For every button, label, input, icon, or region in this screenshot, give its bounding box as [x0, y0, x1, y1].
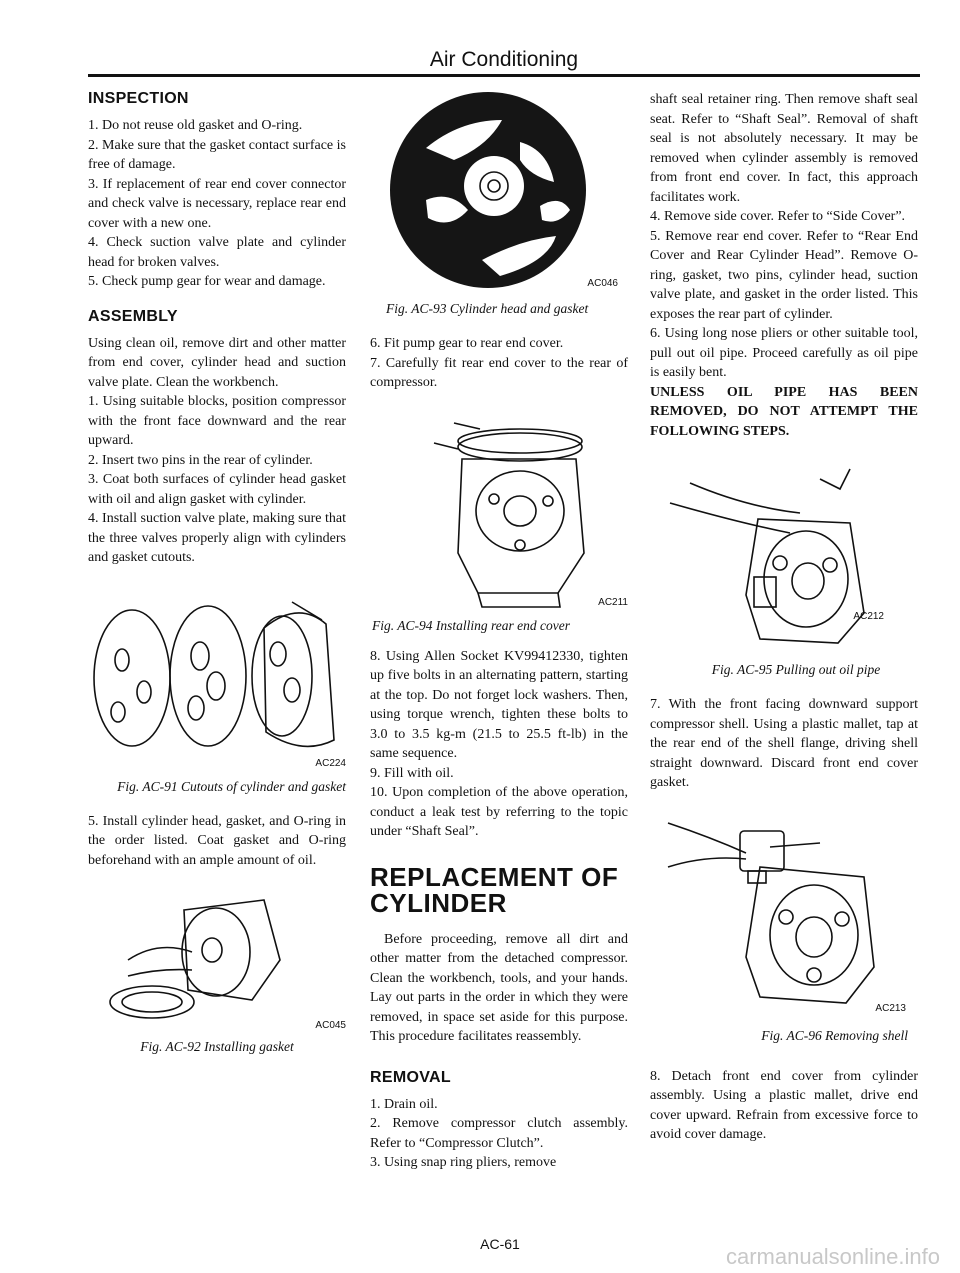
- page-header: Air Conditioning: [429, 48, 579, 71]
- assembly-step: 6. Fit pump gear to rear end cover.: [370, 336, 564, 351]
- replacement-heading: REPLACEMENT OF CYLINDER: [370, 861, 619, 918]
- figure-caption: Fig. AC-91 Cutouts of cylinder and gasket: [117, 778, 346, 794]
- assembly-intro: Using clean oil, remove dirt and other matter from end cover, cylinder head and suction valve plate. Clean the workbench.: [88, 335, 346, 390]
- figure-caption: Fig. AC-94 Installing rear end cover: [372, 617, 570, 633]
- removal-item: 5. Remove rear end cover. Refer to “Rear End Cover and Rear Cylinder Head”. Remove O-ring, gasket, two pins, cylinder head, suction valve plate, and gasket in the order listed. This exposes the rear part of cylinder.: [650, 228, 918, 322]
- assembly-heading: ASSEMBLY: [88, 307, 178, 325]
- removal-step-7: 7. With the front facing downward support compressor shell. Using a plastic mallet, tap at the rear end of the shell flange, driving shell straight downward. Discard front end cover gasket.: [650, 697, 918, 790]
- figure-ac-91: [88, 580, 346, 776]
- figure-ac-96: [650, 807, 918, 1025]
- removal-item: 3. Using snap ring pliers, remove: [370, 1155, 557, 1170]
- figure-code: AC212: [853, 611, 884, 622]
- assembly-step: 7. Carefully fit rear end cover to the rear of compressor.: [370, 355, 628, 390]
- figure-code: AC213: [875, 1002, 906, 1014]
- assembly-step: 9. Fill with oil.: [370, 765, 454, 781]
- figure-ac-93: [370, 90, 628, 298]
- inspection-item: 3. If replacement of rear end cover connector and check valve is necessary, replace rear end cover with a new one.: [88, 176, 346, 231]
- assembly-item: 1. Using suitable blocks, position compressor with the front face downward and the rear upward.: [88, 394, 346, 448]
- page-number: AC-61: [480, 1236, 520, 1252]
- inspection-item: 5. Check pump gear for wear and damage.: [88, 274, 326, 289]
- inspection-item: 1. Do not reuse old gasket and O-ring.: [88, 118, 303, 133]
- removing-shell-illustration: [650, 807, 918, 1015]
- figure-ac-95: [650, 463, 918, 659]
- assembly-step: 8. Using Allen Socket KV99412330, tighten up five bolts in an alternating pattern, starting at the top. Do not forget lock washers. Then, using torque wrench, tighten these bolts to 3.0 to 3.5 kg-m (21.5 to 25.5 ft-lb) in the same sequence.: [370, 648, 628, 761]
- figure-code: AC046: [587, 278, 618, 289]
- figure-code: AC045: [315, 1020, 346, 1031]
- figure-caption: Fig. AC-96 Removing shell: [761, 1027, 908, 1043]
- header-rule: [88, 74, 920, 77]
- figure-ac-92: [88, 880, 346, 1036]
- removal-item: 6. Using long nose pliers or other suitable tool, pull out oil pipe. Proceed carefully as oil pipe is easily bent.: [650, 326, 918, 380]
- removal-continued: shaft seal retainer ring. Then remove shaft seal seat. Refer to “Shaft Seal”. Removal of shaft seal is not absolutely necessary. It may be removed when cylinder assembly is removed from front end cover. In fact, this approach facilitates work.: [650, 92, 918, 205]
- assembly-item: 4. Install suction valve plate, making sure that the three valves properly align with cylinders and gasket cutouts.: [88, 511, 346, 565]
- inspection-item: 2. Make sure that the gasket contact surface is free of damage.: [88, 137, 346, 172]
- column-middle: [370, 90, 628, 1173]
- removal-step-8: 8. Detach front end cover from cylinder assembly. Using a plastic mallet, drive end cover upward. Refrain from excessive force to avoid cover damage.: [650, 1068, 918, 1142]
- column-left: [88, 90, 346, 1056]
- figure-caption: Fig. AC-95 Pulling out oil pipe: [711, 662, 881, 677]
- figure-code: AC224: [315, 757, 346, 769]
- warning-text: UNLESS OIL PIPE HAS BEEN REMOVED, DO NOT ATTEMPT THE FOLLOWING STEPS.: [650, 384, 918, 439]
- inspection-heading: INSPECTION: [88, 90, 189, 107]
- figure-caption: Fig. AC-93 Cylinder head and gasket: [386, 301, 589, 316]
- figure-caption: Fig. AC-92 Installing gasket: [140, 1039, 294, 1054]
- cylinder-gasket-cutouts-illustration: [88, 580, 346, 762]
- replacement-intro: Before proceeding, remove all dirt and other matter from the detached compressor. Clean the workbench, tools, and your hands. Lay out parts in the order in which they were removed, in space set aside for this purpose. This procedure facilitates reassembly.: [370, 931, 628, 1044]
- figure-code: AC211: [598, 596, 628, 608]
- removal-heading: REMOVAL: [370, 1068, 451, 1086]
- installing-rear-end-cover-illustration: [370, 403, 628, 609]
- removal-item: 1. Drain oil.: [370, 1096, 438, 1112]
- watermark: carmanualsonline.info: [725, 1244, 940, 1269]
- assembly-item: 2. Insert two pins in the rear of cylinder.: [88, 452, 313, 468]
- installing-gasket-illustration: [88, 880, 346, 1030]
- figure-ac-94: [370, 403, 628, 615]
- column-right: [650, 90, 918, 1145]
- removal-item: 2. Remove compressor clutch assembly. Refer to “Compressor Clutch”.: [370, 1116, 628, 1151]
- assembly-step: 10. Upon completion of the above operation, conduct a leak test by referring to the topic under “Shaft Seal”.: [370, 785, 628, 839]
- assembly-step-5: 5. Install cylinder head, gasket, and O-ring in the order listed. Coat gasket and O-ring beforehand with an ample amount of oil.: [88, 813, 346, 868]
- cylinder-head-gasket-illustration: [370, 90, 628, 294]
- removal-item: 4. Remove side cover. Refer to “Side Cover”.: [650, 209, 906, 224]
- assembly-item: 3. Coat both surfaces of cylinder head gasket with oil and align gasket with cylinder.: [88, 472, 346, 507]
- inspection-item: 4. Check suction valve plate and cylinder head for broken valves.: [88, 235, 346, 270]
